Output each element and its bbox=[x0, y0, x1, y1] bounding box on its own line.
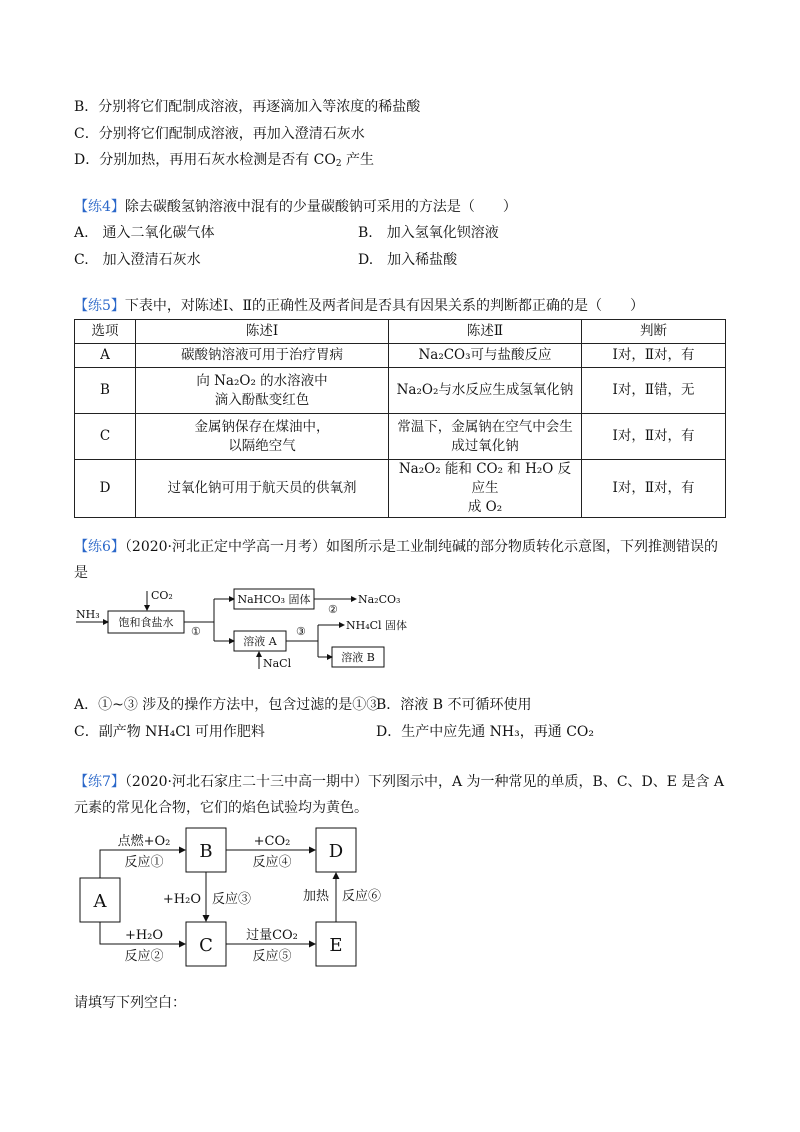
cell-line: 成 O₂ bbox=[467, 499, 503, 515]
q6-stem-text: （2020·河北正定中学高一月考）如图所示是工业制纯碱的部分物质转化示意图，下列推测错误的 bbox=[124, 539, 718, 555]
cell-statement-1: 碳酸钠溶液可用于治疗胃病 bbox=[136, 344, 389, 368]
reaction-6-label: 反应⑥ bbox=[342, 889, 382, 904]
q5-table bbox=[74, 319, 726, 518]
diagram-step2-label: ② bbox=[328, 603, 338, 616]
diagram-nahco3-box-label: NaHCO₃ 固体 bbox=[237, 593, 311, 606]
diagram-solution-a-box-label: 溶液 A bbox=[243, 635, 277, 648]
diagram-co2-label: CO₂ bbox=[151, 589, 173, 602]
reaction-4-reagent: +CO₂ bbox=[253, 834, 291, 849]
cell-judgement: Ⅰ对，Ⅱ对，有 bbox=[582, 460, 726, 518]
cell-line: 滴入酚酞变红色 bbox=[214, 391, 310, 408]
cell-statement-2 bbox=[389, 414, 582, 460]
header-option: 选项 bbox=[75, 320, 136, 344]
q4-tag: 【练4】 bbox=[74, 199, 125, 215]
q6-stem bbox=[74, 537, 718, 557]
node-d: D bbox=[328, 841, 344, 862]
q6-option-a: A．①~③ 涉及的操作方法中，包含过滤的是①③ bbox=[74, 697, 381, 713]
q6-option-b: B．溶液 B 不可循环使用 bbox=[376, 697, 532, 713]
reaction-6-condition: 加热 bbox=[302, 889, 329, 904]
q7-tag: 【练7】 bbox=[74, 774, 125, 790]
diagram-nh4cl-label: NH₄Cl 固体 bbox=[346, 619, 408, 632]
diagram-na2co3-label: Na₂CO₃ bbox=[358, 593, 401, 606]
cell-option: D bbox=[75, 460, 136, 518]
q4-stem bbox=[74, 197, 517, 217]
option-c-text: C．分别将它们配制成溶液，再加入澄清石灰水 bbox=[74, 126, 365, 142]
q6-stem-line2: 是 bbox=[74, 565, 88, 581]
cell-option: A bbox=[75, 344, 136, 368]
cell-statement-2 bbox=[389, 460, 582, 518]
q5-stem-text: 下表中，对陈述Ⅰ、Ⅱ的正确性及两者间是否具有因果关系的判断都正确的是（ ） bbox=[124, 298, 644, 314]
diagram-brine-box-label: 饱和食盐水 bbox=[118, 616, 174, 629]
cell-line: 以隔绝空气 bbox=[228, 437, 296, 454]
reaction-3-label: 反应③ bbox=[212, 892, 252, 907]
q5-stem bbox=[74, 296, 644, 316]
table-row bbox=[75, 414, 726, 460]
cell-line: 常温下，金属钠在空气中会生 bbox=[397, 418, 573, 435]
cell-judgement: Ⅰ对，Ⅱ对，有 bbox=[582, 414, 726, 460]
cell-line: Na₂O₂ 能和 CO₂ 和 H₂O 反应生 bbox=[398, 461, 572, 496]
table-row bbox=[75, 344, 726, 368]
table-row bbox=[75, 460, 726, 518]
header-statement-2: 陈述Ⅱ bbox=[389, 320, 582, 344]
cell-option: C bbox=[75, 414, 136, 460]
q7-stem-line2: 元素的常见化合物，它们的焰色试验均为黄色。 bbox=[74, 800, 368, 816]
diagram-step1-label: ① bbox=[191, 625, 201, 638]
q6-option-c: C．副产物 NH₄Cl 可用作肥料 bbox=[74, 724, 265, 740]
reaction-3-reagent: +H₂O bbox=[162, 892, 201, 907]
node-c: C bbox=[199, 935, 213, 956]
reaction-2-label: 反应② bbox=[124, 949, 164, 964]
option-b-text: B．分别将它们配制成溶液，再逐滴加入等浓度的稀盐酸 bbox=[74, 99, 421, 115]
q4-option-c: C. 加入澄清石灰水 bbox=[74, 252, 201, 268]
q4-option-a: A. 通入二氧化碳气体 bbox=[74, 225, 215, 241]
node-b: B bbox=[199, 841, 213, 862]
option-d-text bbox=[74, 150, 374, 174]
table-row bbox=[75, 368, 726, 414]
header-judgement: 判断 bbox=[582, 320, 726, 344]
cell-line: 成过氧化钠 bbox=[451, 437, 519, 454]
q4-stem-text: 除去碳酸氢钠溶液中混有的少量碳酸钠可采用的方法是（ ） bbox=[124, 199, 517, 215]
option-d-sub: 2 bbox=[335, 159, 342, 169]
q6-tag: 【练6】 bbox=[74, 539, 125, 555]
cell-statement-1 bbox=[136, 368, 389, 414]
q7-stem-text: （2020·河北石家庄二十三中高一期中）下列图示中，A 为一种常见的单质，B、C、D、E 是含 A bbox=[124, 774, 725, 790]
option-d-suffix: 产生 bbox=[341, 152, 375, 168]
cell-line: 向 Na₂O₂ 的水溶液中 bbox=[196, 372, 328, 389]
option-d-prefix: D．分别加热，再用石灰水检测是否有 CO bbox=[74, 152, 336, 168]
node-a: A bbox=[93, 891, 107, 912]
reaction-4-label: 反应④ bbox=[252, 855, 292, 870]
q7-stem bbox=[74, 772, 724, 792]
q6-option-d: D．生产中应先通 NH₃，再通 CO₂ bbox=[376, 724, 594, 740]
q4-option-d: D. 加入稀盐酸 bbox=[358, 252, 458, 268]
cell-statement-2: Na₂CO₃可与盐酸反应 bbox=[389, 344, 582, 368]
q4-option-b: B. 加入氢氧化钡溶液 bbox=[358, 225, 499, 241]
reaction-1-label: 反应① bbox=[124, 855, 164, 870]
header-statement-1: 陈述Ⅰ bbox=[136, 320, 389, 344]
diagram-step3-label: ③ bbox=[296, 625, 306, 638]
diagram-nacl-label: NaCl bbox=[263, 657, 292, 670]
node-e: E bbox=[329, 935, 343, 956]
soda-process-diagram bbox=[74, 585, 414, 675]
fill-in-prompt: 请填写下列空白： bbox=[74, 995, 186, 1011]
reaction-2-reagent: +H₂O bbox=[124, 928, 164, 943]
diagram-nh3-label: NH₃ bbox=[76, 608, 100, 621]
cell-statement-1 bbox=[136, 414, 389, 460]
cell-line: 金属钠保存在煤油中， bbox=[194, 418, 330, 435]
table-header-row bbox=[75, 320, 726, 344]
cell-judgement: Ⅰ对，Ⅱ对，有 bbox=[582, 344, 726, 368]
reaction-5-reagent: 过量CO₂ bbox=[246, 928, 298, 943]
cell-option: B bbox=[75, 368, 136, 414]
reaction-5-label: 反应⑤ bbox=[252, 949, 292, 964]
cell-statement-2: Na₂O₂与水反应生成氢氧化钠 bbox=[389, 368, 582, 414]
cell-statement-1: 过氧化钠可用于航天员的供氧剂 bbox=[136, 460, 389, 518]
q5-tag: 【练5】 bbox=[74, 298, 125, 314]
reaction-1-reagent: 点燃+O₂ bbox=[117, 834, 171, 849]
cell-judgement: Ⅰ对，Ⅱ错，无 bbox=[582, 368, 726, 414]
reaction-diagram bbox=[74, 825, 382, 970]
diagram-solution-b-box-label: 溶液 B bbox=[341, 651, 375, 664]
